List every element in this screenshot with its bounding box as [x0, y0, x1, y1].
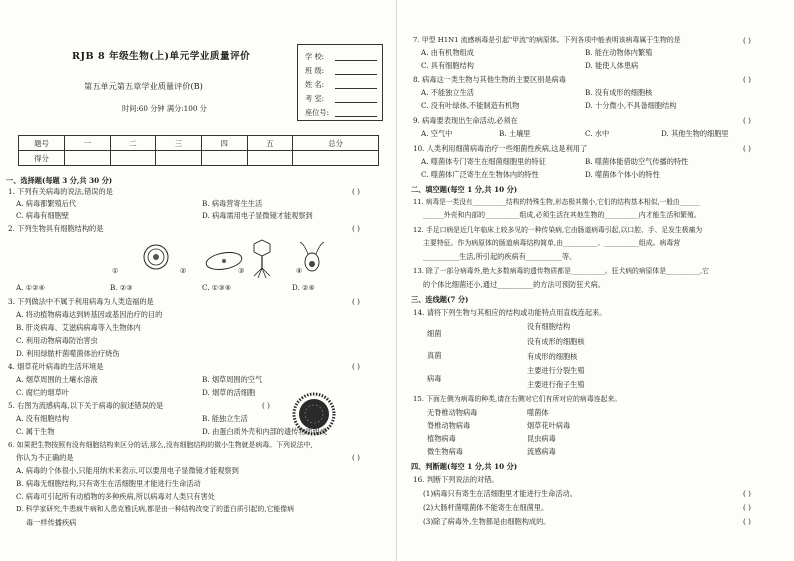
option-d: D. 科学家研究,牛患疯牛病和人患克雅氏病,都是由一种结构改变了的蛋白质引起的,它能像病 [16, 505, 295, 513]
question-6: 6. 如果把生物按照有没有细胞结构来区分的话,那么,没有细胞结构的微小生物就是病毒。下列说法中, [8, 441, 313, 449]
exam-title: RJB 8 年级生物(上)单元学业质量评价 [72, 51, 251, 62]
option-a: A. 病毒的个体很小,只能用纳米来表示,可以要用电子显微镜才能观察到 [16, 466, 239, 475]
match-left-item[interactable]: 脊椎动物病毒 [427, 421, 471, 430]
option-c: C. 具有细胞结构 [421, 61, 474, 70]
answer-paren: ( ) [352, 453, 360, 462]
question-5: 5. 右图为流感病毒,以下关于病毒的叙述错误的是 [8, 401, 164, 410]
question-8: 8. 病毒这一类生物与其他生物的主要区别是病毒 [413, 75, 566, 84]
question-9: 9. 病毒要表现出生命活动,必须在 [413, 116, 518, 125]
answer-paren: ( ) [352, 224, 360, 233]
organism-images [40, 236, 340, 282]
option-a: A. 空气中 [421, 129, 453, 138]
answer-paren: ( ) [352, 362, 360, 371]
info-room: 考 室: [305, 94, 325, 103]
answer-paren: ( ) [743, 489, 751, 498]
score-cell[interactable] [110, 151, 156, 166]
match-left-item[interactable]: 无脊椎动物病毒 [427, 408, 478, 417]
answer-paren: ( ) [352, 187, 360, 196]
section-4-heading: 四、判断题(每空 1 分,共 10 分) [411, 462, 518, 471]
option-b: B. 能在动物体内繁殖 [585, 48, 653, 57]
match-right-item[interactable]: 流感病毒 [527, 447, 556, 456]
answer-paren: ( ) [262, 401, 270, 410]
option-c: C. 腐烂的烟草叶 [16, 388, 69, 397]
match-right-item[interactable]: 主要进行孢子生殖 [527, 380, 585, 389]
image-number-3: ③ [238, 266, 245, 275]
option-b: B. 肝炎病毒、艾滋病病毒等入生物体内 [16, 323, 141, 332]
question-16: 16. 判断下列说法的对错。 [413, 475, 499, 484]
answer-paren: ( ) [743, 36, 751, 45]
score-header-cell: 四 [201, 136, 247, 151]
option-d: D. 噬菌体个体小的特性 [585, 170, 660, 179]
option-b: B. 能独立生活 [202, 414, 248, 423]
question-3: 3. 下列做法中不属于利用病毒为人类造福的是 [8, 297, 154, 306]
answer-paren: ( ) [743, 517, 751, 526]
score-header-cell: 总分 [293, 136, 379, 151]
section-2-heading: 二、填空题(每空 1 分,共 10 分) [411, 185, 518, 194]
image-number-1: ① [112, 266, 119, 275]
match-right-item[interactable]: 烟草花叶病毒 [527, 421, 571, 430]
match-right-item[interactable]: 主要进行分裂生殖 [527, 366, 585, 375]
info-class: 班 级: [305, 66, 325, 75]
match-right-item[interactable]: 没有成形的细胞核 [527, 337, 585, 346]
judge-item-1: (1)病毒只有寄生在活细胞里才能进行生命活动。 [423, 489, 577, 498]
option-c: C. 病毒可引起所有动植物的多种疾病,所以病毒对人类只有害处 [16, 492, 215, 501]
score-header-cell: 一 [65, 136, 111, 151]
option-a: A. 噬菌体专门寄生在细菌细胞里的特征 [421, 157, 546, 166]
question-2: 2. 下列生物具有细胞结构的是 [8, 224, 104, 233]
question-13-cont: 的个体比细菌还小,通过__________的方法可预防狂犬病。 [423, 280, 605, 289]
option-a: A. 没有细胞结构 [16, 414, 69, 423]
option-a: A. 将动植物病毒达到转基因或基因治疗的目的 [16, 310, 163, 319]
option-d: D. 烟草的活细胞 [202, 388, 256, 397]
score-cell[interactable] [156, 151, 202, 166]
match-left-item[interactable]: 病毒 [427, 374, 442, 383]
option-d: D. 其他生物的细胞里 [661, 129, 729, 138]
score-table [18, 135, 379, 166]
option-b: B. 土壤里 [499, 129, 531, 138]
score-header-cell: 题号 [19, 136, 65, 151]
question-11-cont: ______外壳和内部的__________组成,必须生活在其他生物的__________内才能生活和繁殖。 [423, 211, 701, 219]
match-right-item[interactable]: 昆虫病毒 [527, 434, 556, 443]
match-left-item[interactable]: 微生物病毒 [427, 447, 463, 456]
option-b: B. 烟草周围的空气 [202, 375, 263, 384]
question-12: 12. 手足口病是近几年临床上较多见的一种传染病,它由肠道病毒引起,以口腔、手、足发生极痛为 [413, 226, 703, 234]
answer-paren: ( ) [743, 144, 751, 153]
option-d: D. 病毒需用电子显微镜才能观察到 [202, 211, 313, 220]
judge-item-2: (2)大肠杆菌噬菌体不能寄生在细菌里。 [423, 503, 549, 512]
score-header-cell: 三 [156, 136, 202, 151]
question-1: 1. 下列有关病毒的说法,错误的是 [8, 187, 113, 196]
option-b: B. 没有成形的细胞核 [585, 88, 653, 97]
option-a: A. 病毒都繁殖后代 [16, 199, 77, 208]
option-b: B. 病毒营寄生生活 [202, 199, 263, 208]
score-cell[interactable] [247, 151, 293, 166]
algae-image-4 [300, 242, 324, 271]
option-d: D. 十分微小,不具备细胞结构 [585, 101, 677, 110]
section-3-heading: 三、连线题(7 分) [411, 295, 469, 304]
question-11: 11. 病毒是一类没有__________结构的特殊生物,形态极其微小,它们的结构基本相似,一般由______ [413, 198, 700, 206]
image-number-2: ② [180, 266, 187, 275]
option-d: D. ②④ [292, 283, 315, 292]
match-left-item[interactable]: 细菌 [427, 329, 442, 338]
match-right-item[interactable]: 有成形的细胞核 [527, 352, 578, 361]
exam-subtitle: 第五单元第五章学业质量评价(B) [84, 81, 203, 91]
option-b: B. 噬菌体能借助空气传播的特性 [585, 157, 689, 166]
option-a: A. 由有机物组成 [421, 48, 474, 57]
info-seat: 座位号: [305, 108, 329, 117]
option-d-cont: 毒一样传播疾病 [26, 518, 77, 527]
option-c: C. 没有叶绿体,不能制造有机物 [421, 101, 520, 110]
option-c: C. 属于生物 [16, 427, 55, 436]
score-header-cell: 二 [110, 136, 156, 151]
info-school: 学 校: [305, 52, 325, 61]
question-4: 4. 烟草花叶病毒的生活环境是 [8, 362, 104, 371]
question-6-cont: 你认为不正确的是 [16, 453, 74, 462]
option-c: C. ①③④ [202, 283, 232, 292]
judge-item-3: (3)除了病毒外,生物都是由细胞构成的。 [423, 517, 551, 526]
option-a: A. 不能独立生活 [421, 88, 474, 97]
option-c: C. 利用动物病毒防治害虫 [16, 336, 98, 345]
question-14: 14. 请将下列生物与其相应的结构或功能特点用直线连起来。 [413, 308, 607, 317]
answer-paren: ( ) [743, 75, 751, 84]
answer-paren: ( ) [352, 297, 360, 306]
match-right-item[interactable]: 噬菌体 [527, 408, 549, 417]
option-d: D. 利用绿脓杆菌噬菌体治疗烧伤 [16, 349, 120, 358]
question-12-cont2: __________生活,所引起的疾病有__________等。 [423, 252, 577, 261]
option-d: D. 能使人体患病 [585, 61, 639, 70]
question-7: 7. 甲型 H1N1 流感病毒是引起"甲流"的病原体。下列各项中能表明该病毒属于生物的是 [413, 36, 681, 44]
answer-paren: ( ) [743, 503, 751, 512]
option-d: D. 由蛋白质外壳和内部的遗传物质组成 [202, 427, 328, 436]
match-right-item[interactable]: 没有细胞结构 [527, 322, 571, 331]
image-number-4: ④ [296, 266, 303, 275]
time-info: 时间:60 分钟 满分:100 分 [122, 104, 207, 113]
answer-paren: ( ) [743, 116, 751, 125]
option-b: B. ②③ [110, 283, 133, 292]
match-left-item[interactable]: 植物病毒 [427, 434, 456, 443]
option-a: A. ①②④ [16, 283, 46, 292]
question-13: 13. 除了一部分病毒外,绝大多数病毒的遗传物质都是__________。狂犬病的病原体是__________,它 [413, 267, 709, 275]
score-header-cell: 五 [247, 136, 293, 151]
score-cell[interactable] [65, 151, 111, 166]
question-12-cont: 主要特征。作为病原体的肠道病毒结构简单,由__________、__________组成。病毒营 [423, 239, 681, 247]
option-a: A. 烟草周围的土壤水溶液 [16, 375, 98, 384]
match-left-item[interactable]: 真菌 [427, 351, 442, 360]
right-page [397, 0, 794, 561]
question-15: 15. 下面左侧为病毒的种类,请在右侧对它们有所对应的病毒连起来。 [413, 395, 622, 403]
info-name: 姓 名: [305, 80, 325, 89]
option-b: B. 病毒无细胞结构,只有寄生在活细胞里才能进行生命活动 [16, 479, 201, 488]
option-c: C. 噬菌体广泛寄生在生物体内的特性 [421, 170, 539, 179]
option-c: C. 病毒有细胞壁 [16, 211, 69, 220]
section-1-heading: 一、选择题(每题 3 分,共 30 分) [6, 176, 113, 185]
score-cell[interactable] [201, 151, 247, 166]
option-c: C. 水中 [585, 129, 610, 138]
bacteriophage-image-3 [254, 240, 270, 278]
cell-image-1 [144, 245, 168, 269]
score-cell[interactable] [293, 151, 379, 166]
score-label-cell: 得分 [19, 151, 65, 166]
question-10: 10. 人类利用细菌病毒治疗一些细菌性疾病,这是利用了 [413, 144, 588, 153]
